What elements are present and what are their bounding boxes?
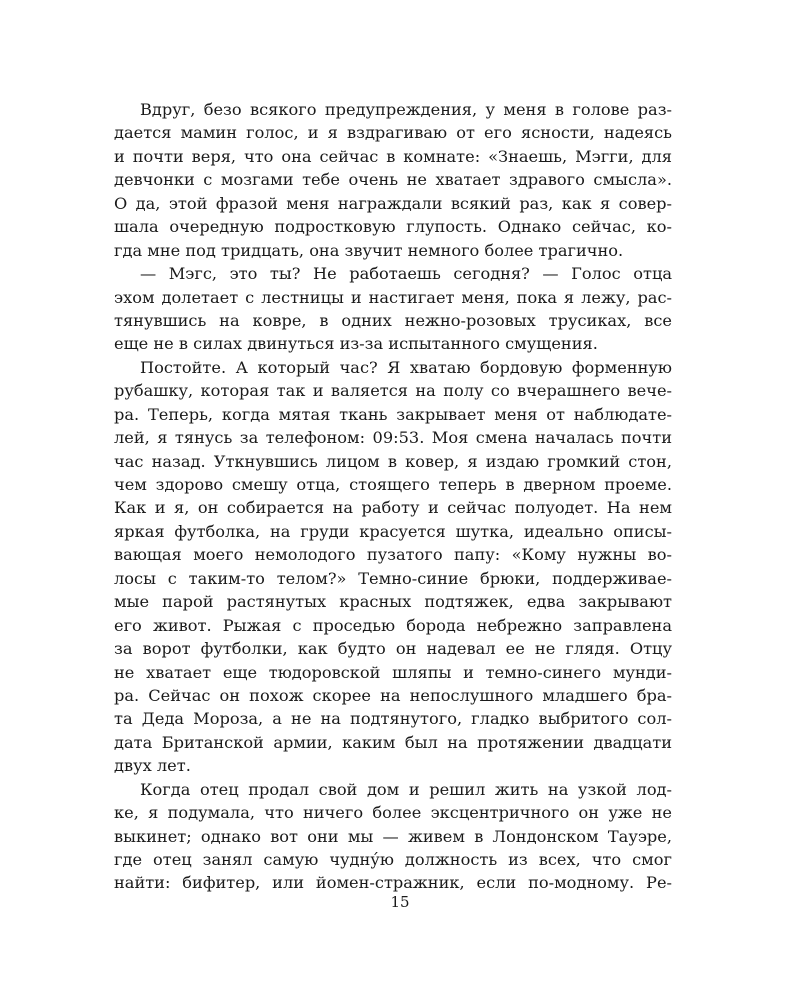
text-line: гда мне под тридцать, она звучит немного более трагично.: [114, 240, 624, 260]
text-line: дается мамин голос, и я вздрагиваю от его ясности, надеясь: [114, 123, 672, 143]
text-line: еще не в силах двинуться из-за испытанного смущения.: [114, 334, 598, 354]
text-line: Вдруг, безо всякого предупреждения, у меня в голове раз-: [140, 100, 672, 119]
text-line: где отец занял самую чудну́ю должность из всех, что смог: [114, 850, 672, 869]
text-line: лосы с таким-то телом?» Темно-синие брюки, поддерживае-: [114, 568, 672, 588]
text-line: за ворот футболки, как будто он надевал ее не глядя. Отцу: [114, 639, 672, 659]
body-text: [114, 98, 672, 895]
text-line: яркая футболка, на груди красуется шутка, идеально описы-: [114, 521, 672, 541]
text-line: шала очередную подростковую глупость. Однако сейчас, ко-: [114, 217, 672, 237]
text-line: тянувшись на ковре, в одних нежно-розовых трусиках, все: [114, 310, 672, 330]
text-line: О да, этой фразой меня награждали всякий раз, как я совер-: [114, 193, 672, 213]
text-line: чем здорово смешу отца, стоящего теперь в дверном проеме.: [114, 475, 672, 494]
text-line: не хватает еще тюдоровской шляпы и темно-синего мунди-: [114, 662, 672, 682]
page-number: 15: [390, 893, 410, 911]
text-line: ра. Теперь, когда мятая ткань закрывает меня от наблюдате-: [114, 404, 672, 424]
text-line: дата Британской армии, каким был на протяжении двадцати: [114, 732, 672, 752]
text-line: ра. Сейчас он похож скорее на непослушного младшего бра-: [114, 685, 672, 705]
text-line: вающая моего немолодого пузатого папу: «Кому нужны во-: [114, 545, 672, 565]
text-line: ке, я подумала, что ничего более эксцентричного он уже не: [114, 803, 672, 823]
text-line: девчонки с мозгами тебе очень не хватает здравого смысла».: [114, 170, 672, 190]
text-line: Когда отец продал свой дом и решил жить на узкой лод-: [140, 779, 672, 799]
text-line: выкинет; однако вот они мы — живем в Лондонском Тауэре,: [114, 826, 672, 846]
text-line: эхом долетает с лестницы и настигает меня, пока я лежу, рас-: [114, 287, 672, 307]
text-line: мые парой растянутых красных подтяжек, едва закрывают: [114, 592, 672, 612]
text-line: Как и я, он собирается на работу и сейчас полуодет. На нем: [114, 498, 672, 518]
text-line: час назад. Уткнувшись лицом в ковер, я издаю громкий стон,: [114, 451, 672, 471]
text-line: — Мэгс, это ты? Не работаешь сегодня? — Голос отца: [140, 264, 672, 284]
text-line: найти: бифитер, или йомен-стражник, если по-модному. Ре-: [114, 873, 672, 893]
text-line: его живот. Рыжая с проседью борода небрежно заправлена: [114, 615, 672, 635]
text-line: двух лет.: [114, 756, 191, 776]
text-line: и почти веря, что она сейчас в комнате: «Знаешь, Мэгги, для: [114, 146, 672, 166]
text-line: рубашку, которая так и валяется на полу со вчерашнего вече-: [114, 381, 672, 401]
text-line: та Деда Мороза, а не на подтянутого, гладко выбритого сол-: [114, 709, 672, 729]
text-line: Постойте. А который час? Я хватаю бордовую форменную: [140, 357, 672, 377]
text-line: лей, я тянусь за телефоном: 09:53. Моя смена началась почти: [114, 428, 672, 448]
